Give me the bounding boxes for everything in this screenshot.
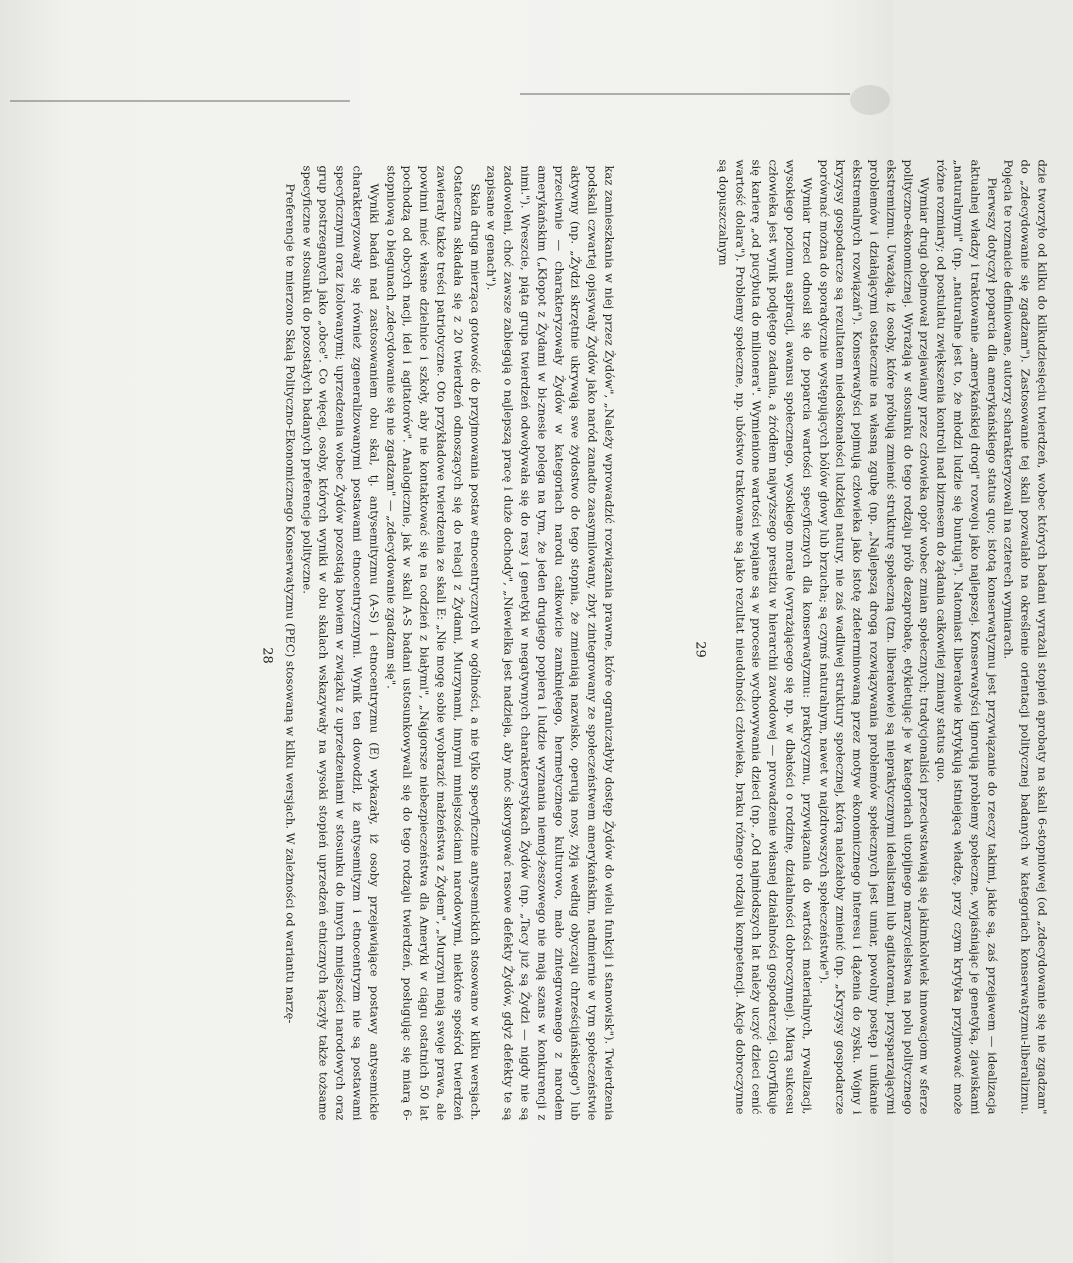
paragraph: kaz zamieszkania w niej przez Żydów", „Należy wprowadzić rozwiązania prawne, które ograniczałyby dostęp Żydów do wielu funkcji i stanowisk"). Twierdzenia podskali czwartej opisywały Żydów jako naród zanadto zaasymilowany, zbyt zintegrowany ze społeczeństwem amerykańskim, nadmiernie w tym społeczeństwie aktywny (np. „Żydzi skrzętnie ukrywają swe żydostwo do tego stopnia, że zmieniają nazwisko, operują nosy, żyją według obyczaju chrześcijańskiego") lub przeciwnie — charakteryzowały Żydów w kategoriach narodu całkowicie zamkniętego, hermetycznego kulturowo, mało zintegrowanego z narodem amerykańskim („Kłopot z Żydami w bi-znesie polega na tym, że jeden drugiego popiera i ludzie wyznania niemoj-żeszowego nie mają szans w konkurencji z nimi."). Wreszcie, piąta grupa twierdzeń odwoływała się do rasy i genetyki w negatywnych charakterystykach Żydów (np. „Tacy już są Żydzi — nigdy nie są zadowoleni, choć zawsze zabiegają o najlepszą pracę i duże dochody", „Niewielka jest nadzieja, aby móc skorygować rasowe defekty Żydów, gdyż defekty te są zapisane w genach"). [484, 165, 617, 1121]
paragraph: Preferencje te mierzono Skalą Polityczno-Ekonomicznego Konserwatyzmu (PEC) stosowaną w kilku wersjach. W zależności od wariantu narzę- [283, 183, 298, 1024]
paragraph: Skala druga mierząca gotowość do przyjmowania postaw etnocentrycznych w ogólności, a nie tylko specyficznie antysemickich stosowano w kilku wersjach. Ostateczna składała się z 20 twierdzeń odnoszących się do relacji z Żydami, Murzynami, innymi mniejszościami narodowymi, niektóre spośród twierdzeń zawierały także treści patriotyczne. Oto przykładowe twierdzenia ze skali E: „Nie mogę sobie wyobrazić małżeństwa z Żydem", „Murzyni mają swoje prawa, ale powinni mieć własne dzielnice i szkoły, aby nie kontaktować się na codzień z białymi", „Najgorsze niebezpieczeństwa dla Ameryki w ciągu ostatnich 50 lat pochodzą od obcych nacji, idei i agitatorów". Analogicznie, jak w skali A-S badani ustosunkowywali się do tego rodzaju twierdzeń, posługując się miarą 6-stopniową o biegunach „zdecydowanie się nie zgadzam" — „zdecydowanie zgadzam się". [384, 165, 483, 1121]
top-edge-shadow [520, 93, 850, 95]
page-28-text [283, 166, 618, 1121]
paragraph: dzie tworzyło od kilku do kilkudziesięciu twierdzeń, wobec których badani wyrażali stopień aprobaty na skali 6-stopniowej (od „zdecydowanie się nie zgadzam" do „zdecydowanie się zgadzam"). Zastosowanie tej skali pozwalało na określenie orientacji politycznej badanych w kategoriach konserwatyzmu-liberalizmu. Pojęcia te rozmaicie definiowane, autorzy scharakteryzowali na czterech wymiarach. [1001, 159, 1050, 1115]
paragraph: Pierwszy dotyczył poparcia dla amerykańskiego status quo; istotą konserwatyzmu jest przywiązanie do rzeczy takimi, jakie są, zaś przejawem — idealizacja aktualnej władzy i traktowanie „amerykańskiej drogi" rozwoju jako najlepszej. Konserwatyści ignorują problemy społeczne, wyjaśniając je genetyką, zjawiskami „naturalnymi" (np. „naturalne jest to, że młodzi ludzie się buntują"). Natomiast liberałowie krytykują istniejącą władzę, przy czym krytyka przyjmować może różne rozmiary; od postulatu zwiększenia kontroli nad biznesem do żądania całkowitej zmiany status quo. [934, 159, 1000, 1115]
top-edge-shadow [10, 100, 350, 102]
page-number: 29 [692, 641, 708, 658]
paragraph: Wymiar drugi obejmował przejawiany przez człowieka opór wobec zmian społecznych; tradycjonaliści przeciwstawiają się jakimkolwiek innowacjom w sferze polityczno-ekonomicznej. Wyrażają w stosunku do tego rodzaju prób dezaprobatę, etykietując je w kategoriach utopijnego marzycielstwa na polu politycznego ekstremizmu. Uważają, iż osoby, które próbują zmienić strukturę społeczną (tzn. liberałowie) są niepraktycznymi idealistami lub agitatorami, przysparzającymi problemów i działającymi ostatecznie na własną zgubę (np. „Najlepszą drogą rozwiązywania problemów społecznych jest umiar, powolny postęp i unikanie ekstremalnych rozwiązań"). Konserwatyści pojmują człowieka jako istotę zdeterminowaną przez motyw ekonomicznego interesu i dążenia do zysku. Wojny i kryzysy gospodarcze są rezultatem niedoskonałości ludzkiej natury, nie zaś wadliwej struktury społecznej, którą należałoby zmienić (np. „Kryzysy gospodarcze porównać można do sporadycznie występujących bólów głowy lub brzucha; są czymś naturalnym, nawet w najzdrowszych społeczeństwie"). [817, 159, 932, 1115]
page-29-text [716, 160, 1051, 1115]
page-number: 28 [259, 647, 275, 664]
page-29 [678, 105, 1073, 1195]
page-28 [245, 111, 640, 1201]
paragraph: Wymiar trzeci odnosił się do poparcia wartości specyficznych dla konserwatyzmu: praktycyzmu, przywiązania do wartości materialnych, rywalizacji, wysokiego poziomu aspiracji, awansu społecznego, wysokiego morale (wyrażającego się np. w dbałości o rodzinę, działalności dobroczynnej). Miarą sukcesu człowieka jest wynik podjętego zadania, a źródłem najwyższego prestiżu w hierarchii zawodowej — prowadzenie własnej działalności gospodarczej. Gloryfikuje się karierę „od pucybuta do milionera". Wymienione wartości wpajane są w procesie wychowywania dzieci (np. „Od najmłodszych lat należy uczyć dzieci cenić wartość dolara"). Problemy społeczne, np. ubóstwo traktowane są jako rezultat nieudolności człowieka, braku różnego rodzaju kompetencji. Akcje dobroczynne są dopuszczalnym [716, 159, 815, 1115]
paragraph: Wyniki badań nad zastosowaniem obu skal, tj. antysemityzmu (A-S) i etnocentryzmu (E) wykazały, iż osoby przejawiające postawy antysemickie charakteryzowały się również zgeneralizowanymi postawami etnocentrycznymi. Wynik ten dowodził, iż antysemityzm i etnocentryzm nie są postawami specyficznymi oraz izolowanymi; uprzedzenia wobec Żydów pozostają bowiem w związku z uprzedzeniami w stosunku do innych mniejszości narodowych oraz grup postrzeganych jako „obce". Co więcej, osoby, których wyniki w obu skalach wskazywały na wysoki stopień uprzedzeń etnicznych łączyły także tożsame specyficzne w stosunku do pozostałych badanych preferencje polityczne. [300, 165, 382, 1121]
